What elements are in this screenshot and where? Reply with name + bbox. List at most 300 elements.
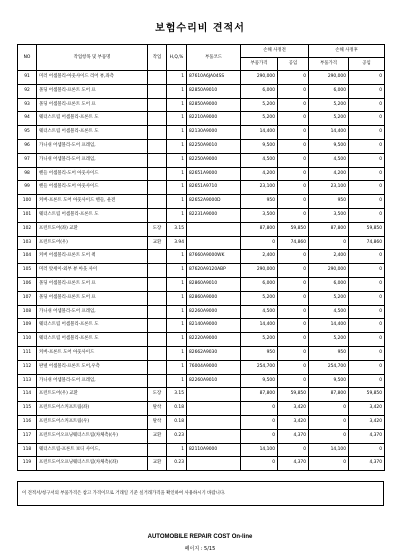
row-item-name: 핸들 어셈블리-도어 아웃사이드 bbox=[37, 181, 148, 195]
table-row bbox=[18, 236, 385, 250]
row-after-part-price: 87,800 bbox=[309, 222, 349, 236]
row-item-name: 미러 어셈블리-아웃사이드 리어 뷰,좌측 bbox=[37, 71, 148, 85]
row-no: 105 bbox=[18, 264, 37, 278]
row-before-labor: 0 bbox=[278, 374, 309, 388]
row-hq: 1 bbox=[167, 71, 187, 85]
table-row bbox=[18, 305, 385, 319]
row-before-part-price: 2,400 bbox=[241, 250, 278, 264]
row-work-type bbox=[148, 333, 167, 347]
footer-title: AUTOMOBILE REPAIR COST On-line bbox=[147, 534, 253, 540]
row-before-part-price: 9,500 bbox=[241, 139, 278, 153]
row-after-part-price: 290,000 bbox=[309, 71, 349, 85]
header-part-code: 부품코드 bbox=[187, 45, 241, 71]
row-item-name: 프런트도어오프닝웨더스트립(차체측)(좌) bbox=[37, 457, 148, 471]
row-work-type bbox=[148, 291, 167, 305]
row-after-part-price: 2,400 bbox=[309, 250, 349, 264]
row-item-name: 웨더스트립 어셈블리-프론트 도 bbox=[37, 319, 148, 333]
row-no: 92 bbox=[18, 84, 37, 98]
row-item-name: 웨더스트립 어셈블리-프론트 도 bbox=[37, 208, 148, 222]
row-hq: 1 bbox=[167, 291, 187, 305]
row-before-part-price: 5,200 bbox=[241, 98, 278, 112]
row-part-code bbox=[187, 415, 241, 429]
row-before-part-price: 23,100 bbox=[241, 181, 278, 195]
row-work-type bbox=[148, 139, 167, 153]
table-row bbox=[18, 360, 385, 374]
row-after-labor: 0 bbox=[349, 443, 385, 457]
table-row bbox=[18, 208, 385, 222]
row-after-labor: 0 bbox=[349, 360, 385, 374]
row-after-labor: 0 bbox=[349, 333, 385, 347]
row-after-labor: 0 bbox=[349, 71, 385, 85]
row-after-labor: 0 bbox=[349, 305, 385, 319]
row-before-part-price: 6,000 bbox=[241, 84, 278, 98]
row-part-code: 82250A9000 bbox=[187, 153, 241, 167]
row-before-part-price: 4,500 bbox=[241, 153, 278, 167]
header-no: NO bbox=[18, 45, 37, 71]
row-before-labor: 3,420 bbox=[278, 402, 309, 416]
row-hq: 1 bbox=[167, 153, 187, 167]
row-hq: 0.18 bbox=[167, 415, 187, 429]
row-no: 111 bbox=[18, 346, 37, 360]
row-after-part-price: 23,100 bbox=[309, 181, 349, 195]
header-before-part-price: 부품가격 bbox=[241, 58, 278, 71]
row-before-labor: 3,420 bbox=[278, 415, 309, 429]
row-after-part-price: 5,200 bbox=[309, 112, 349, 126]
row-no: 108 bbox=[18, 305, 37, 319]
table-row bbox=[18, 222, 385, 236]
row-before-labor: 0 bbox=[278, 291, 309, 305]
row-work-type: 교환 bbox=[148, 236, 167, 250]
row-hq: 1 bbox=[167, 264, 187, 278]
header-work: 작업 bbox=[148, 45, 167, 71]
row-item-name: 가니쉬 어셈블리-도어 프레임, bbox=[37, 153, 148, 167]
row-before-labor: 0 bbox=[278, 126, 309, 140]
row-part-code: 82860A9000 bbox=[187, 291, 241, 305]
row-after-labor: 0 bbox=[349, 291, 385, 305]
table-row bbox=[18, 415, 385, 429]
row-before-part-price: 0 bbox=[241, 236, 278, 250]
estimate-table bbox=[17, 44, 385, 471]
row-after-labor: 0 bbox=[349, 319, 385, 333]
row-before-part-price: 290,000 bbox=[241, 71, 278, 85]
row-before-labor: 59,850 bbox=[278, 388, 309, 402]
row-item-name: 웨더스트립 어셈블리-프론트 도 bbox=[37, 333, 148, 347]
row-before-labor: 0 bbox=[278, 84, 309, 98]
row-no: 103 bbox=[18, 236, 37, 250]
row-work-type bbox=[148, 360, 167, 374]
row-after-labor: 0 bbox=[349, 195, 385, 209]
row-hq: 3.15 bbox=[167, 388, 187, 402]
table-row bbox=[18, 167, 385, 181]
row-part-code: 82652A9000D bbox=[187, 195, 241, 209]
table-row bbox=[18, 71, 385, 85]
row-after-labor: 3,420 bbox=[349, 415, 385, 429]
row-after-part-price: 254,700 bbox=[309, 360, 349, 374]
row-part-code bbox=[187, 402, 241, 416]
header-after-adjustment: 손해 사정후 bbox=[309, 45, 385, 58]
price-notice: 이 견적서/청구서의 부품가격은 참고 가격이므로 거래일 기준 실거래가격을 확인하여 사용하시기 바랍니다. bbox=[17, 481, 384, 506]
row-hq: 1 bbox=[167, 305, 187, 319]
row-no: 97 bbox=[18, 153, 37, 167]
row-before-part-price: 0 bbox=[241, 402, 278, 416]
row-after-labor: 59,850 bbox=[349, 222, 385, 236]
row-part-code: 82260A9000 bbox=[187, 305, 241, 319]
row-no: 114 bbox=[18, 388, 37, 402]
row-no: 112 bbox=[18, 360, 37, 374]
row-work-type bbox=[148, 126, 167, 140]
row-item-name: 커버-프론트 도어 아웃사이드 bbox=[37, 346, 148, 360]
row-after-part-price: 950 bbox=[309, 195, 349, 209]
row-item-name: 커버-프론트 도어 아웃사이드 핸들, 운전 bbox=[37, 195, 148, 209]
row-after-labor: 74,860 bbox=[349, 236, 385, 250]
row-work-type bbox=[148, 195, 167, 209]
row-hq: 1 bbox=[167, 84, 187, 98]
table-row bbox=[18, 291, 385, 305]
row-hq: 3.15 bbox=[167, 222, 187, 236]
row-work-type: 탈착 bbox=[148, 415, 167, 429]
row-after-part-price: 0 bbox=[309, 236, 349, 250]
row-item-name: 커버 어셈블리-프론트 도어 퀵 bbox=[37, 250, 148, 264]
row-item-name: 프런트도어(좌) 교환 bbox=[37, 222, 148, 236]
table-row bbox=[18, 84, 385, 98]
row-before-part-price: 87,800 bbox=[241, 388, 278, 402]
row-part-code: 82220A9000 bbox=[187, 333, 241, 347]
row-hq: 0.23 bbox=[167, 457, 187, 471]
row-before-labor: 0 bbox=[278, 139, 309, 153]
row-hq: 1 bbox=[167, 208, 187, 222]
row-hq: 1 bbox=[167, 277, 187, 291]
row-before-part-price: 5,200 bbox=[241, 333, 278, 347]
row-after-part-price: 9,500 bbox=[309, 374, 349, 388]
row-hq: 1 bbox=[167, 112, 187, 126]
row-after-labor: 0 bbox=[349, 139, 385, 153]
row-no: 100 bbox=[18, 195, 37, 209]
row-before-part-price: 254,700 bbox=[241, 360, 278, 374]
row-part-code: 82130A9000 bbox=[187, 126, 241, 140]
row-after-labor: 0 bbox=[349, 181, 385, 195]
row-after-labor: 0 bbox=[349, 167, 385, 181]
table-row bbox=[18, 139, 385, 153]
row-item-name: 몰딩 어셈블리-프론트 도어 프 bbox=[37, 291, 148, 305]
row-work-type bbox=[148, 84, 167, 98]
row-no: 117 bbox=[18, 429, 37, 443]
row-after-labor: 0 bbox=[349, 346, 385, 360]
row-work-type: 탈착 bbox=[148, 402, 167, 416]
row-hq: 1 bbox=[167, 167, 187, 181]
row-work-type bbox=[148, 277, 167, 291]
row-item-name: 웨더스트립-프론트 보디 사이드, bbox=[37, 443, 148, 457]
row-hq: 1 bbox=[167, 374, 187, 388]
row-part-code: 82140A9000 bbox=[187, 319, 241, 333]
row-item-name: 몰딩 어셈블리-프론트 도어 프 bbox=[37, 84, 148, 98]
row-item-name: 웨더스트립 어셈블리-프론트 도 bbox=[37, 126, 148, 140]
table-row bbox=[18, 374, 385, 388]
row-before-part-price: 14,400 bbox=[241, 319, 278, 333]
row-before-part-price: 5,200 bbox=[241, 291, 278, 305]
row-item-name: 웨더스트립 어셈블리-프론트 도 bbox=[37, 112, 148, 126]
estimate-rows bbox=[18, 71, 385, 471]
row-work-type bbox=[148, 167, 167, 181]
row-hq: 1 bbox=[167, 250, 187, 264]
row-part-code: 82210A9000 bbox=[187, 112, 241, 126]
row-work-type: 교환 bbox=[148, 457, 167, 471]
row-after-part-price: 4,500 bbox=[309, 153, 349, 167]
row-hq: 0.18 bbox=[167, 402, 187, 416]
row-after-part-price: 5,200 bbox=[309, 98, 349, 112]
table-row bbox=[18, 264, 385, 278]
row-part-code: 82860A9010 bbox=[187, 277, 241, 291]
row-before-labor: 0 bbox=[278, 319, 309, 333]
row-before-labor: 0 bbox=[278, 181, 309, 195]
row-work-type bbox=[148, 98, 167, 112]
table-row bbox=[18, 126, 385, 140]
row-after-part-price: 9,500 bbox=[309, 139, 349, 153]
table-row bbox=[18, 388, 385, 402]
row-part-code: 82260A9010 bbox=[187, 374, 241, 388]
row-after-labor: 4,370 bbox=[349, 457, 385, 471]
row-work-type bbox=[148, 374, 167, 388]
row-hq: 1 bbox=[167, 139, 187, 153]
row-no: 109 bbox=[18, 319, 37, 333]
table-row bbox=[18, 277, 385, 291]
row-work-type bbox=[148, 153, 167, 167]
row-part-code: 87620A9120ABP bbox=[187, 264, 241, 278]
row-part-code: 82110A9000 bbox=[187, 443, 241, 457]
row-after-part-price: 5,200 bbox=[309, 291, 349, 305]
row-work-type bbox=[148, 181, 167, 195]
row-no: 102 bbox=[18, 222, 37, 236]
row-before-labor: 0 bbox=[278, 264, 309, 278]
row-after-labor: 59,850 bbox=[349, 388, 385, 402]
row-part-code: 82651A9710 bbox=[187, 181, 241, 195]
row-before-part-price: 87,800 bbox=[241, 222, 278, 236]
header-before-adjustment: 손해 사정전 bbox=[241, 45, 309, 58]
row-before-part-price: 6,000 bbox=[241, 277, 278, 291]
row-before-part-price: 290,000 bbox=[241, 264, 278, 278]
row-no: 98 bbox=[18, 167, 37, 181]
table-row bbox=[18, 402, 385, 416]
row-before-labor: 0 bbox=[278, 346, 309, 360]
row-hq: 1 bbox=[167, 181, 187, 195]
row-item-name: 몰딩 어셈블리-프론트 도어 프 bbox=[37, 98, 148, 112]
row-before-labor: 4,370 bbox=[278, 429, 309, 443]
row-before-labor: 0 bbox=[278, 167, 309, 181]
table-row bbox=[18, 346, 385, 360]
row-no: 94 bbox=[18, 112, 37, 126]
row-after-part-price: 0 bbox=[309, 429, 349, 443]
row-work-type bbox=[148, 112, 167, 126]
table-row bbox=[18, 457, 385, 471]
row-part-code: 87610A6JA04SS bbox=[187, 71, 241, 85]
row-before-labor: 4,370 bbox=[278, 457, 309, 471]
row-item-name: 프런트도어스커프트림(좌) bbox=[37, 402, 148, 416]
row-before-part-price: 0 bbox=[241, 415, 278, 429]
row-no: 99 bbox=[18, 181, 37, 195]
row-hq: 1 bbox=[167, 346, 187, 360]
row-before-part-price: 0 bbox=[241, 457, 278, 471]
row-item-name: 핸들 어셈블리-도어 아웃사이드 bbox=[37, 167, 148, 181]
row-before-labor: 0 bbox=[278, 98, 309, 112]
row-part-code bbox=[187, 236, 241, 250]
table-row bbox=[18, 250, 385, 264]
row-item-name: 프런트도어(우) bbox=[37, 236, 148, 250]
row-before-labor: 0 bbox=[278, 250, 309, 264]
table-row bbox=[18, 195, 385, 209]
row-work-type: 도장 bbox=[148, 222, 167, 236]
row-work-type bbox=[148, 319, 167, 333]
row-no: 95 bbox=[18, 126, 37, 140]
row-no: 104 bbox=[18, 250, 37, 264]
row-before-labor: 0 bbox=[278, 195, 309, 209]
row-before-part-price: 4,200 bbox=[241, 167, 278, 181]
table-row bbox=[18, 181, 385, 195]
row-part-code bbox=[187, 222, 241, 236]
row-part-code: 82231A9000 bbox=[187, 208, 241, 222]
row-item-name: 몰딩 어셈블리-프론트 도어 프 bbox=[37, 277, 148, 291]
row-part-code: 76004A9000 bbox=[187, 360, 241, 374]
row-before-part-price: 14,400 bbox=[241, 126, 278, 140]
header-after-part-price: 부품가격 bbox=[309, 58, 349, 71]
row-after-labor: 0 bbox=[349, 250, 385, 264]
row-item-name: 가니쉬 어셈블리-도어 프레임, bbox=[37, 305, 148, 319]
row-after-part-price: 0 bbox=[309, 402, 349, 416]
row-after-labor: 0 bbox=[349, 153, 385, 167]
row-before-part-price: 0 bbox=[241, 429, 278, 443]
table-row bbox=[18, 98, 385, 112]
table-row bbox=[18, 429, 385, 443]
row-after-part-price: 290,000 bbox=[309, 264, 349, 278]
row-hq: 1 bbox=[167, 195, 187, 209]
table-row bbox=[18, 319, 385, 333]
row-work-type: 교환 bbox=[148, 429, 167, 443]
row-item-name: 가니쉬 어셈블리-도어 프레임, bbox=[37, 139, 148, 153]
row-before-labor: 74,860 bbox=[278, 236, 309, 250]
row-work-type bbox=[148, 208, 167, 222]
row-item-name: 미러 앗세이-외부 뷰 아웃 사이 bbox=[37, 264, 148, 278]
row-item-name: 가니쉬 어셈블리-도어 프레임, bbox=[37, 374, 148, 388]
row-hq: 3.94 bbox=[167, 236, 187, 250]
row-before-labor: 0 bbox=[278, 360, 309, 374]
header-item: 작업항목 및 부품명 bbox=[37, 45, 148, 71]
row-work-type bbox=[148, 71, 167, 85]
row-no: 118 bbox=[18, 443, 37, 457]
row-before-labor: 0 bbox=[278, 208, 309, 222]
row-after-labor: 0 bbox=[349, 84, 385, 98]
header-before-labor: 공임 bbox=[278, 58, 309, 71]
row-no: 115 bbox=[18, 402, 37, 416]
row-after-labor: 0 bbox=[349, 277, 385, 291]
row-after-part-price: 950 bbox=[309, 346, 349, 360]
row-hq: 1 bbox=[167, 443, 187, 457]
row-after-labor: 3,420 bbox=[349, 402, 385, 416]
row-no: 116 bbox=[18, 415, 37, 429]
row-after-part-price: 4,500 bbox=[309, 305, 349, 319]
row-after-part-price: 0 bbox=[309, 457, 349, 471]
row-hq: 1 bbox=[167, 319, 187, 333]
row-after-part-price: 14,400 bbox=[309, 126, 349, 140]
row-after-labor: 0 bbox=[349, 112, 385, 126]
row-work-type bbox=[148, 264, 167, 278]
row-work-type bbox=[148, 250, 167, 264]
table-row bbox=[18, 333, 385, 347]
row-part-code bbox=[187, 457, 241, 471]
row-before-labor: 0 bbox=[278, 305, 309, 319]
row-work-type: 도장 bbox=[148, 388, 167, 402]
row-after-part-price: 6,000 bbox=[309, 84, 349, 98]
row-no: 119 bbox=[18, 457, 37, 471]
row-after-part-price: 5,200 bbox=[309, 333, 349, 347]
table-row bbox=[18, 153, 385, 167]
row-before-labor: 59,850 bbox=[278, 222, 309, 236]
row-item-name: 판넬 어셈블리-프론트 도어,우측 bbox=[37, 360, 148, 374]
row-part-code: 82250A9010 bbox=[187, 139, 241, 153]
row-hq: 1 bbox=[167, 98, 187, 112]
row-work-type bbox=[148, 305, 167, 319]
row-part-code: 82850A9000 bbox=[187, 98, 241, 112]
row-after-part-price: 3,500 bbox=[309, 208, 349, 222]
row-no: 106 bbox=[18, 277, 37, 291]
table-row bbox=[18, 443, 385, 457]
page-number: 페이지 : 5/15 bbox=[184, 546, 216, 552]
table-row bbox=[18, 112, 385, 126]
row-item-name: 프런트도어스커프트림(우) bbox=[37, 415, 148, 429]
row-part-code: 82850A9010 bbox=[187, 84, 241, 98]
row-before-part-price: 5,200 bbox=[241, 112, 278, 126]
row-before-labor: 0 bbox=[278, 153, 309, 167]
row-item-name: 프런트도어오프닝웨더스트립(차체측)(우) bbox=[37, 429, 148, 443]
row-before-part-price: 14,100 bbox=[241, 443, 278, 457]
row-before-labor: 0 bbox=[278, 443, 309, 457]
row-before-labor: 0 bbox=[278, 277, 309, 291]
document-title: 보험수리비 견적서 bbox=[155, 23, 245, 34]
row-after-part-price: 14,400 bbox=[309, 319, 349, 333]
row-item-name: 프런트도어(우) 교환 bbox=[37, 388, 148, 402]
row-work-type bbox=[148, 443, 167, 457]
row-before-labor: 0 bbox=[278, 71, 309, 85]
row-work-type bbox=[148, 346, 167, 360]
row-after-labor: 0 bbox=[349, 126, 385, 140]
row-after-part-price: 87,800 bbox=[309, 388, 349, 402]
row-after-labor: 0 bbox=[349, 374, 385, 388]
row-after-labor: 0 bbox=[349, 208, 385, 222]
row-hq: 1 bbox=[167, 333, 187, 347]
row-before-labor: 0 bbox=[278, 333, 309, 347]
row-before-part-price: 4,500 bbox=[241, 305, 278, 319]
row-part-code: 82662A9030 bbox=[187, 346, 241, 360]
row-no: 101 bbox=[18, 208, 37, 222]
row-before-labor: 0 bbox=[278, 112, 309, 126]
row-no: 93 bbox=[18, 98, 37, 112]
row-no: 113 bbox=[18, 374, 37, 388]
header-hq: H,Q,% bbox=[167, 45, 187, 71]
row-before-part-price: 9,500 bbox=[241, 374, 278, 388]
row-hq: 1 bbox=[167, 360, 187, 374]
row-no: 96 bbox=[18, 139, 37, 153]
row-part-code: 87660A9000WK bbox=[187, 250, 241, 264]
row-no: 110 bbox=[18, 333, 37, 347]
row-after-part-price: 6,000 bbox=[309, 277, 349, 291]
row-hq: 1 bbox=[167, 126, 187, 140]
row-after-part-price: 4,200 bbox=[309, 167, 349, 181]
row-before-part-price: 950 bbox=[241, 346, 278, 360]
row-no: 91 bbox=[18, 71, 37, 85]
row-after-part-price: 0 bbox=[309, 415, 349, 429]
row-part-code bbox=[187, 388, 241, 402]
row-before-part-price: 950 bbox=[241, 195, 278, 209]
row-part-code bbox=[187, 429, 241, 443]
row-after-labor: 0 bbox=[349, 98, 385, 112]
row-hq: 0.23 bbox=[167, 429, 187, 443]
